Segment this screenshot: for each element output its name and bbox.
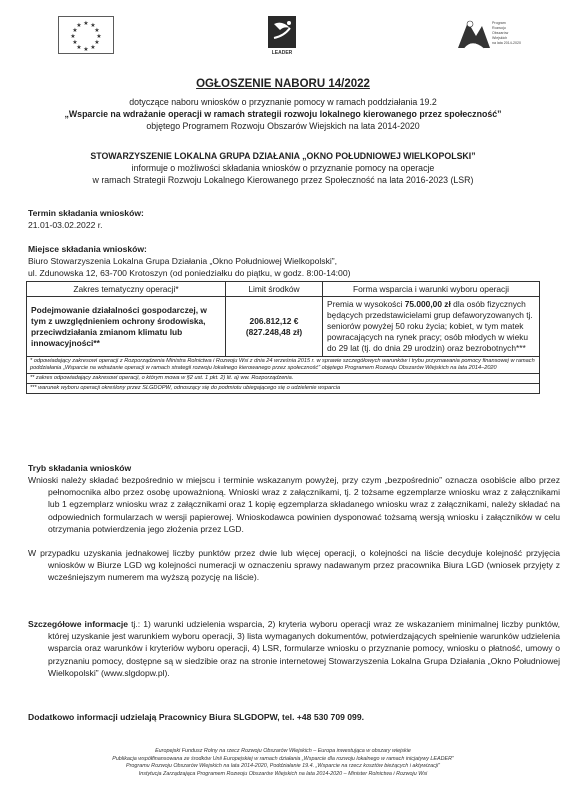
page-title: OGŁOSZENIE NABORU 14/2022 <box>196 78 370 90</box>
svg-text:★: ★ <box>90 22 96 29</box>
footnote-1: * odpowiadający zakresowi operacji z Rozporządzenia Ministra Rolnictwa i Rozwoju Wsi z dnia 24 września 2015 r. w sprawie szczegółowych warunków i trybu przyznawania pomocy finansowej w ramach poddziałania „Wsparcie na wdrażanie operacji w ramach strategii rozwoju lokalnego kierowanego przez społeczność” objętego Programem Rozwoju Obszarów Wiejskich na lata 2014–2020 <box>27 357 540 374</box>
table-row <box>27 297 540 357</box>
footnote-row-2 <box>27 374 540 384</box>
table-cell-limit <box>226 297 323 357</box>
svg-text:★: ★ <box>76 44 82 51</box>
prow-logo-icon <box>454 14 521 58</box>
intro-line-2: „Wsparcie na wdrażanie operacji w ramach strategii rozwoju lokalnego kierowanego przez społeczność” <box>64 109 502 119</box>
logo-bar <box>0 14 566 64</box>
svg-text:★: ★ <box>83 20 89 27</box>
details-label: Szczegółowe informacje <box>28 619 129 629</box>
form-rest: dla osób fizycznych będących przedstawicielami grup defaworyzowanych tj. seniorów powyżej 50 roku życia; kobiet, w tym matek powracających na rynek pracy; osób młodych w wieku do 29 lat (tj. do dnia 29 urodzin) oraz bezrobotnych*** <box>327 299 533 353</box>
contact-line: Dodatkowo informacji udzielają Pracownicy Biura SLGDOPW, tel. +48 530 709 099. <box>28 712 364 722</box>
mode-heading: Tryb składania wniosków <box>28 463 132 473</box>
footer-line-3: Programu Rozwoju Obszarów Wiejskich na lata 2014-2020, Poddziałanie 19.4. „Wsparcie na rzecz kosztów bieżących i aktywizacji” <box>126 763 440 770</box>
deadline-value: 21.01-03.02.2022 r. <box>28 220 103 230</box>
place-line-2: ul. Zdunowska 12, 63-700 Krotoszyn (od poniedziałku do piątku, w godz. 8:00-14:00) <box>28 268 351 278</box>
footnote-2: ** zakres odpowiadający zakresowi operacji, o którym mowa w §2 ust. 1 pkt. 2) lit. a) ww. Rozporządzenia. <box>27 374 540 384</box>
prow-logo-line-4: Wiejskich <box>492 36 508 40</box>
footer-line-4: Instytucja Zarządzająca Programem Rozwoju Obszarów Wiejskich na lata 2014-2020 – Minister Rolnictwa i Rozwoju Wsi <box>138 770 428 777</box>
leader-logo-text: LEADER <box>271 50 293 56</box>
mode-paragraph-2: W przypadku uzyskania jednakowej liczby punktów przez dwie lub więcej operacji, o kolejności na liście decyduje kolejność przyjęcia wniosków w Biurze LGD wg kolejności numeracji w oznaczeniu sprawy nadawanym przez pracownika Biura LGD (wniosek przyjęty z wcześniejszym numerem ma wyższą pozycję na liście). <box>28 548 560 583</box>
svg-text:★: ★ <box>70 33 76 40</box>
deadline-label: Termin składania wniosków: <box>28 208 144 218</box>
form-amount: 75.000,00 zł <box>404 299 451 309</box>
place-label: Miejsce składania wniosków: <box>28 244 147 254</box>
svg-text:★: ★ <box>83 46 89 53</box>
svg-text:★: ★ <box>72 27 78 34</box>
svg-text:★: ★ <box>94 27 100 34</box>
org-line-2: w ramach Strategii Rozwoju Lokalnego Kierowanego przez Społeczność na lata 2016-2023 (LSR) <box>92 175 474 185</box>
footer-line-1: Europejski Fundusz Rolny na rzecz Rozwoju Obszarów Wiejskich – Europa inwestująca w obszary wiejskie <box>155 748 411 754</box>
table-header-limit: Limit środków <box>226 282 323 297</box>
intro-line-3: objętego Programem Rozwoju Obszarów Wiejskich na lata 2014-2020 <box>146 121 420 131</box>
svg-text:★: ★ <box>72 39 78 46</box>
footer <box>0 748 566 778</box>
mode-paragraph-1: Wnioski należy składać bezpośrednio w miejscu i terminie wskazanym powyżej, przy czym „bezpośrednio” oznacza osobiście albo przez pełnomocnika albo przez osobę upoważnioną. Wnioski wraz z załącznikami, tj. 2 tożsame egzemplarze wniosku wraz z załącznikami lub 1 egzemplarz wniosku wraz z załącznikami oraz 1 kopię egzemplarza składanego wniosku wraz z załącznikami, należy składać na odpowiednich formularzach w wersji papierowej. Wnioskodawca powinien dysponować tożsamą wersją wniosku i załączników w celu otrzymania potwierdzenia jego złożenia przez LGD. <box>28 475 560 534</box>
prow-logo-line-2: Rozwoju <box>492 26 506 30</box>
place-line-1: Biuro Stowarzyszenia Lokalna Grupa Działania „Okno Południowej Wielkopolski”, <box>28 256 338 266</box>
details-text: tj.: 1) warunki udzielenia wsparcia, 2) kryteria wyboru operacji wraz ze wskazaniem minimalnej liczby punktów, której uzyskanie jest warunkiem wyboru operacji, 3) lista wymaganych dokumentów, potwierdzających spełnienie warunków udzielenia wsparcia oraz warunków i kryteriów wyboru operacji, 4) LSR, formularze wniosku o przyznanie pomocy, wniosku o płatność, umowy o przyznaniu pomocy, dostępne są w siedzibie oraz na stronie internetowej Stowarzyszenia Lokalna Grupa Działania „Okno Południowej Wielkopolski” (www.slgdopw.pl). <box>48 619 560 678</box>
svg-text:★: ★ <box>94 39 100 46</box>
footer-line-2: Publikacja współfinansowana ze środków Unii Europejskiej w ramach działania „Wsparcie dla rozwoju lokalnego w ramach inicjatywy LEADER” <box>112 755 454 762</box>
prow-logo-line-1: Program <box>492 21 506 25</box>
svg-text:★: ★ <box>76 22 82 29</box>
table-header-scope: Zakres tematyczny operacji* <box>27 282 226 297</box>
prow-logo-line-3: Obszarów <box>492 31 509 35</box>
footnote-3: *** warunek wyboru operacji określony przez SLGDOPW, odnoszący się do podmiotu ubiegającego się o udzielenie wsparcia <box>27 384 540 394</box>
table-cell-form <box>323 297 540 357</box>
details-paragraph <box>28 618 560 679</box>
prow-logo-line-5: na lata 2014-2020 <box>492 41 521 45</box>
table-header-form: Forma wsparcia i warunki wyboru operacji <box>323 282 540 297</box>
intro-line-1: dotyczące naboru wniosków o przyznanie pomocy w ramach poddziałania 19.2 <box>129 97 437 107</box>
org-line-1: informuje o możliwości składania wniosków o przyznanie pomocy na operacje <box>131 163 435 173</box>
footnote-row-1 <box>27 357 540 374</box>
form-prefix: Premia w wysokości <box>327 299 405 309</box>
table-header-row <box>27 282 540 297</box>
table-cell-scope: Podejmowanie działalności gospodarczej, w tym z uwzględnieniem ochrony środowiska, przeciwdziałania zmianom klimatu lub innowacyjności** <box>27 297 226 357</box>
footnote-row-3 <box>27 384 540 394</box>
svg-text:★: ★ <box>90 44 96 51</box>
call-table <box>26 281 540 394</box>
org-name: STOWARZYSZENIE LOKALNA GRUPA DZIAŁANIA „OKNO POŁUDNIOWEJ WIELKOPOLSKI” <box>90 151 476 161</box>
limit-eur: 206.812,12 € <box>249 315 299 326</box>
eu-flag-icon <box>58 16 114 54</box>
svg-text:★: ★ <box>96 33 102 40</box>
leader-logo-icon <box>262 14 302 56</box>
limit-pln: (827.248,48 zł) <box>245 326 303 337</box>
